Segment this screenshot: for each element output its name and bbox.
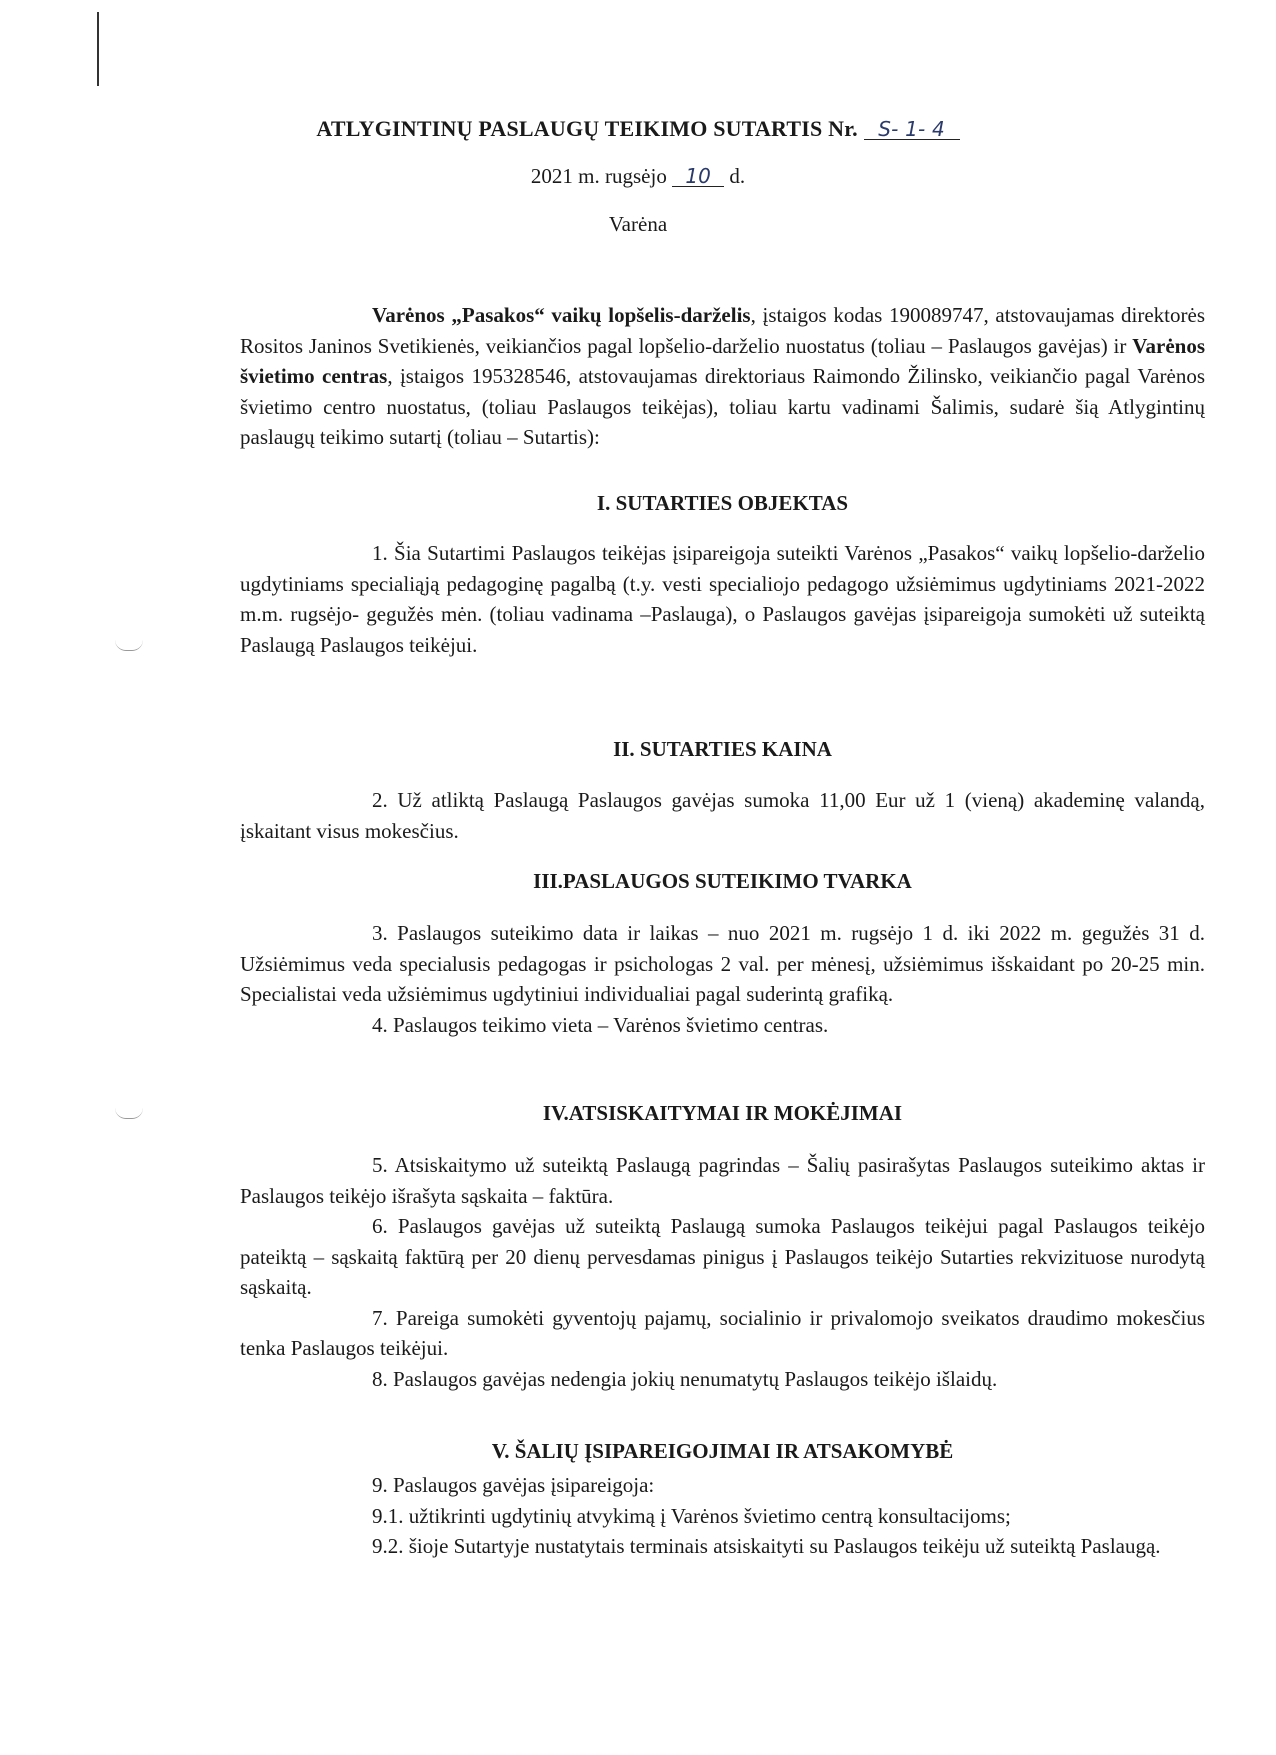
- clause-1: [240, 538, 1205, 660]
- clause-5-text: 5. Atsiskaitymo už suteiktą Paslaugą pagrindas – Šalių pasirašytas Paslaugos suteikimo aktas ir Paslaugos teikėjo išrašyta sąskaita – faktūra.: [240, 1153, 1205, 1208]
- party2-name: Varėnos švietimo centras: [240, 333, 1205, 388]
- clause-8-text: 8. Paslaugos gavėjas nedengia jokių nenumatytų Paslaugos teikėjo išlaidų.: [372, 1366, 998, 1391]
- date-suffix: d.: [729, 164, 746, 188]
- intro-paragraph: [240, 300, 1205, 453]
- section-heading: IV.ATSISKAITYMAI IR MOKĖJIMAI: [542, 1101, 903, 1125]
- contract-title: [0, 116, 1276, 142]
- title-text: ATLYGINTINŲ PASLAUGŲ TEIKIMO SUTARTIS Nr.: [316, 116, 858, 141]
- clause-7-text: 7. Pareiga sumokėti gyventojų pajamų, socialinio ir privalomojo sveikatos draudimo mokesčius tenka Paslaugos teikėjui.: [240, 1305, 1205, 1360]
- clause-2-text: 2. Už atliktą Paslaugą Paslaugos gavėjas sumoka 11,00 Eur už 1 (vieną) akademinę valandą, įskaitant visus mokesčius.: [240, 788, 1205, 843]
- clause-2: [240, 785, 1205, 846]
- contract-date: [0, 164, 1276, 189]
- margin-mark: [115, 1108, 143, 1119]
- clause-6-text: 6. Paslaugos gavėjas už suteiktą Paslaugą sumoka Paslaugos teikėjui pagal Paslaugos teikėjo pateiktą – sąskaitą faktūrą per 20 dienų pervesdamas pinigus į Paslaugos teikėjo Sutarties rekvizituose nurodytą sąskaitą.: [240, 1214, 1205, 1299]
- clause-9-text: 9. Paslaugos gavėjas įsipareigoja:: [372, 1473, 655, 1497]
- clauses-5-8: [240, 1150, 1205, 1394]
- clause-1-text: 1. Šia Sutartimi Paslaugos teikėjas įsipareigoja suteikti Varėnos „Pasakos“ vaikų lopšelio-darželio ugdytiniams specialiąją pedagoginę pagalbą (t.y. vesti specialiojo pedagogo užsiėmimus ugdytiniams 2021-2022 m.m. rugsėjo- gegužės mėn. (toliau vadinama –Paslauga), o Paslaugos gavėjas įsipareigoja sumokėti už suteiktą Paslaugą Paslaugos teikėjui.: [240, 541, 1205, 657]
- intro-text-1: , įstaigos kodas 190089747, atstovaujamas direktorės Rositos Janinos Svetikienės, veikiančios pagal lopšelio-darželio nuostatus (toliau – Paslaugos gavėjas) ir: [240, 303, 1205, 358]
- contract-city: Varėna: [608, 212, 668, 236]
- clause-9-2-text: 9.2. šioje Sutartyje nustatytais terminais atsiskaityti su Paslaugos teikėju už suteiktą Paslaugą.: [372, 1534, 1161, 1558]
- margin-mark: [97, 12, 99, 86]
- section-heading: III.PASLAUGOS SUTEIKIMO TVARKA: [533, 869, 912, 893]
- date-day-handwritten: 10: [672, 166, 724, 187]
- clauses-3-4: [240, 918, 1205, 1040]
- section-heading: I. SUTARTIES OBJEKTAS: [596, 491, 849, 515]
- intro-text-2: , įstaigos 195328546, atstovaujamas direktoriaus Raimondo Žilinsko, veikiančio pagal Varėnos švietimo centro nuostatus, (toliau Paslaugos teikėjas), toliau kartu vadinami Šalimis, sudarė šią Atlygintinų paslaugų teikimo sutartį (toliau – Sutartis):: [240, 364, 1205, 449]
- section-heading: V. ŠALIŲ ĮSIPAREIGOJIMAI IR ATSAKOMYBĖ: [491, 1439, 954, 1463]
- date-prefix: 2021 m. rugsėjo: [530, 164, 667, 188]
- clause-9-1-text: 9.1. užtikrinti ugdytinių atvykimą į Varėnos švietimo centrą konsultacijoms;: [372, 1503, 1011, 1528]
- clause-4-text: 4. Paslaugos teikimo vieta – Varėnos švietimo centras.: [372, 1012, 829, 1037]
- party1-name: Varėnos „Pasakos“ vaikų lopšelis-darželis: [372, 303, 751, 327]
- section-heading: II. SUTARTIES KAINA: [613, 737, 832, 761]
- clauses-9: [240, 1470, 1205, 1562]
- contract-number-handwritten: S- 1- 4: [864, 119, 960, 140]
- margin-mark: [115, 640, 143, 651]
- clause-3-text: 3. Paslaugos suteikimo data ir laikas – nuo 2021 m. rugsėjo 1 d. iki 2022 m. gegužės 31 d. Užsiėmimus veda specialusis pedagogas ir psichologas 2 val. per mėnesį, užsiėmimus išskaidant po 20-25 min. Specialistai veda užsiėmimus ugdytiniui individualiai pagal suderintą grafiką.: [240, 921, 1205, 1006]
